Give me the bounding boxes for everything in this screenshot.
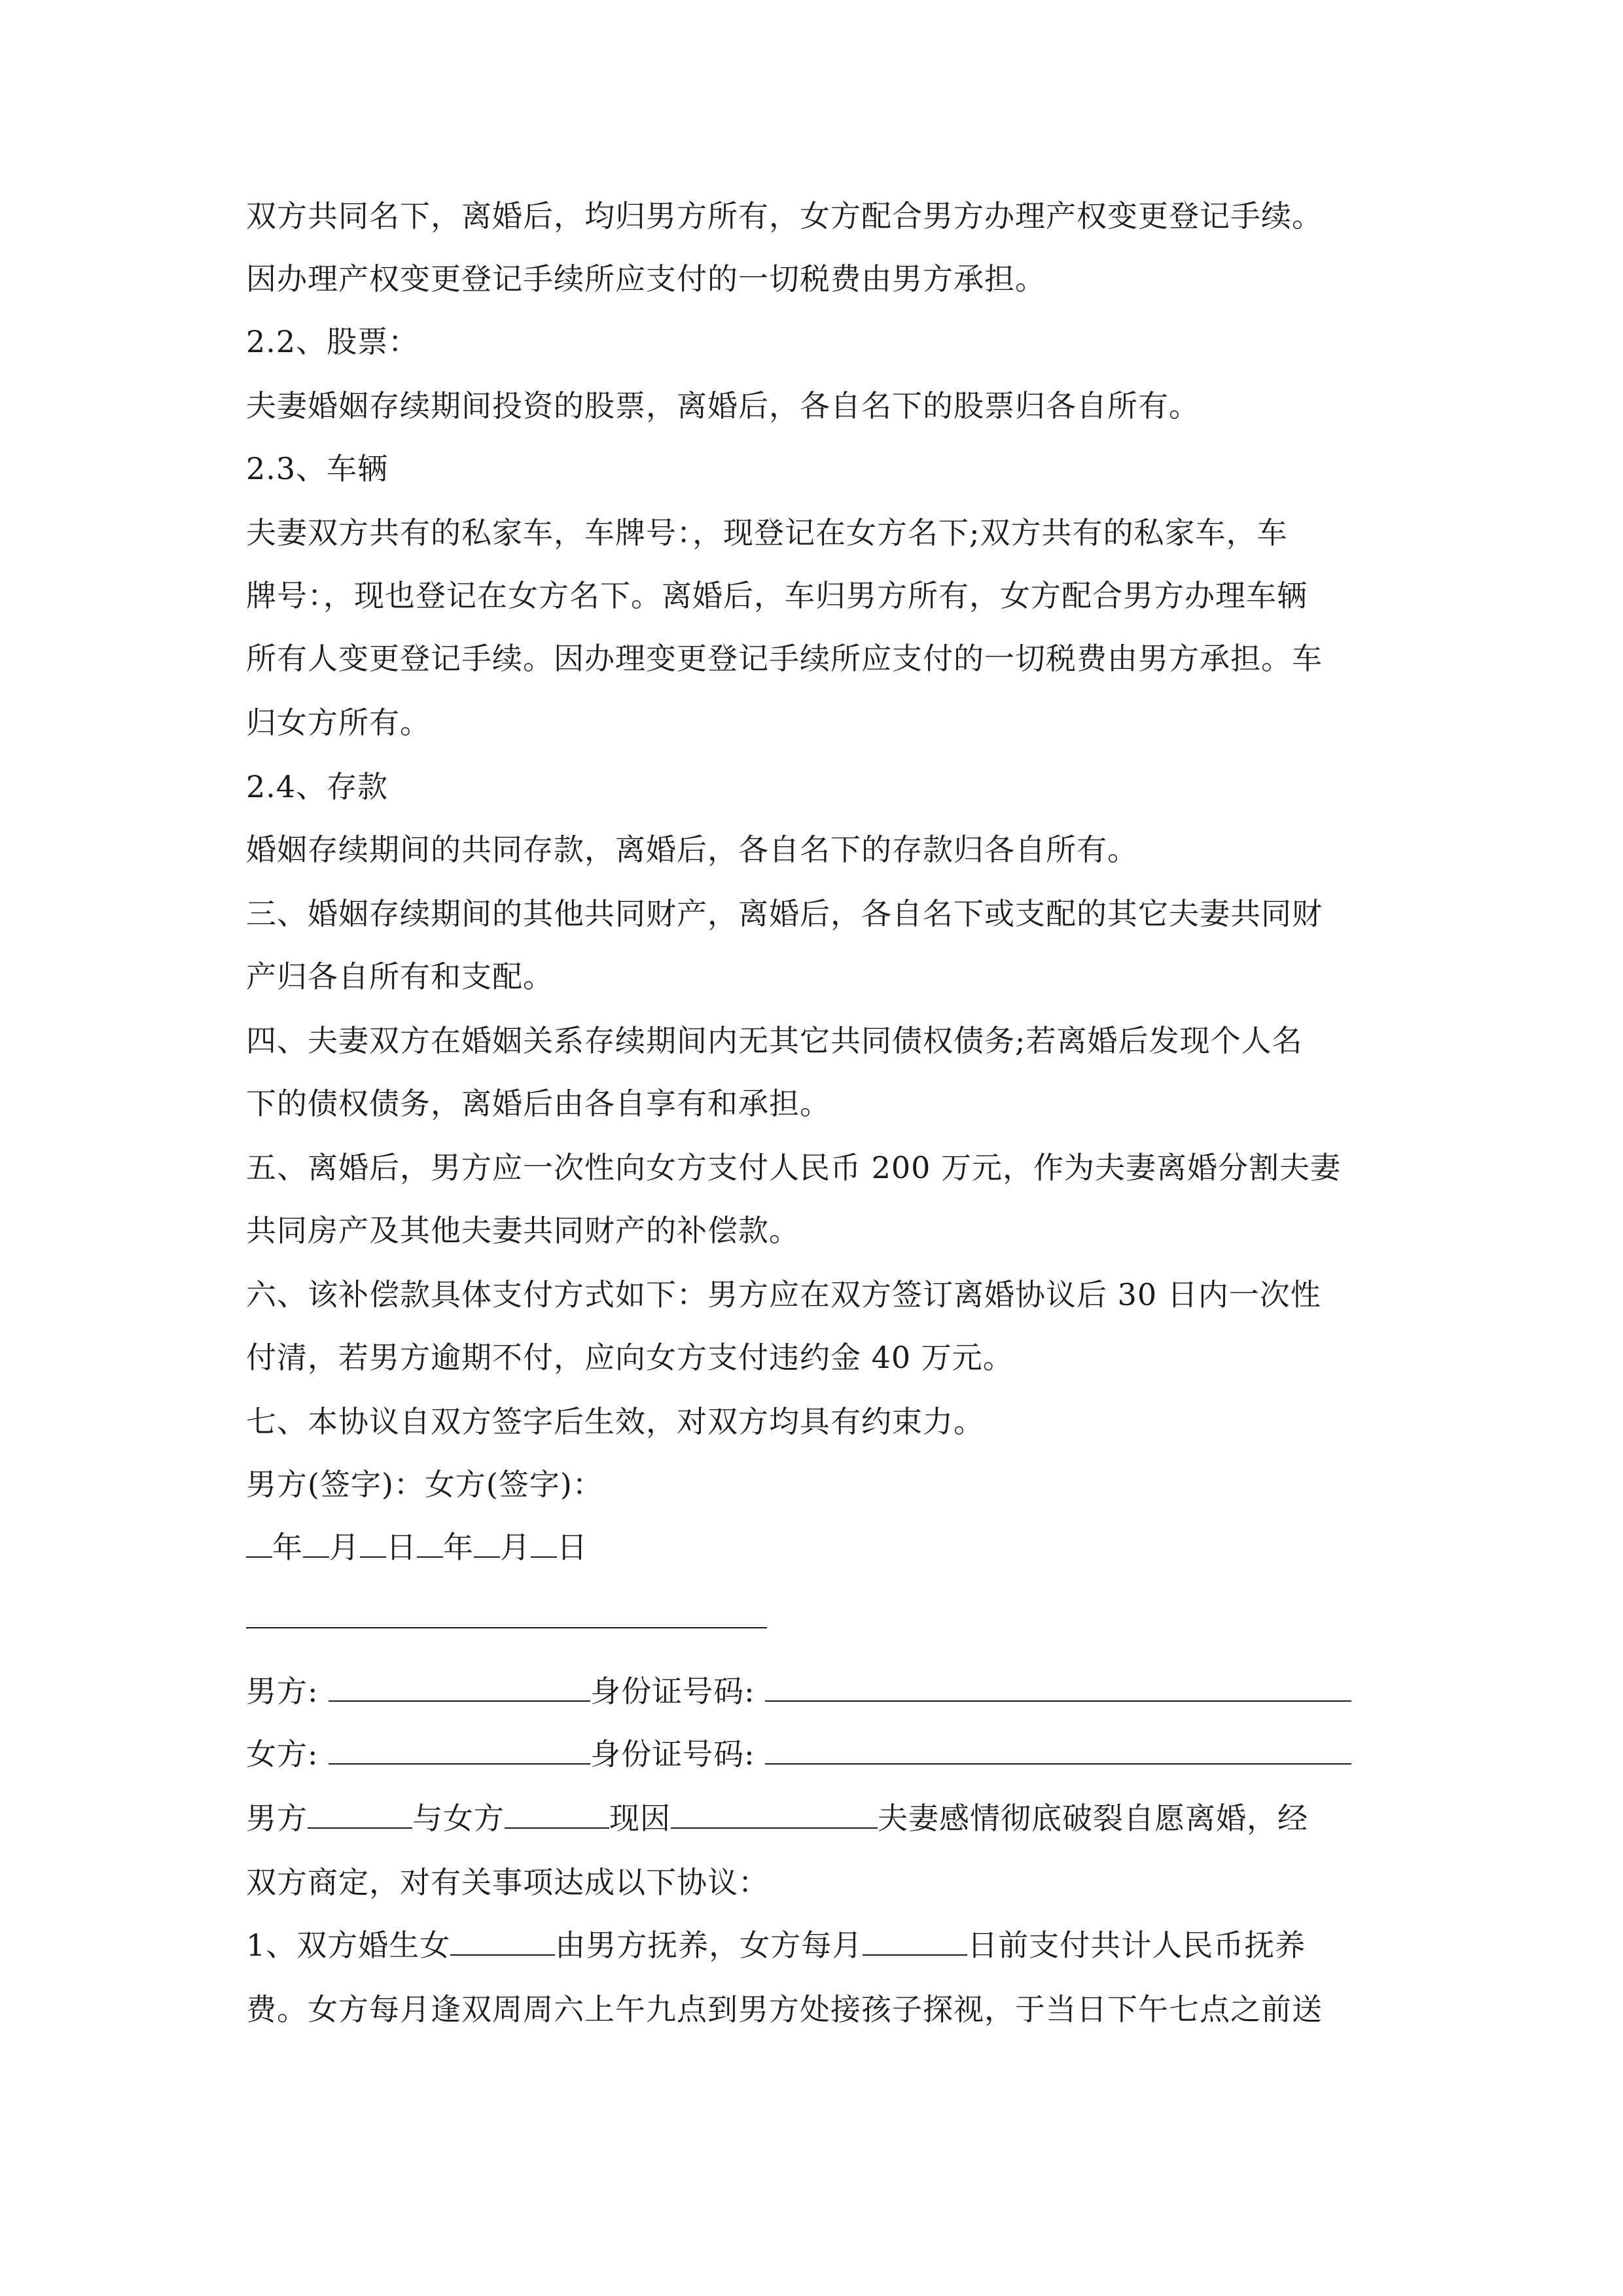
text-line: 牌号：，现也登记在女方名下。离婚后，车归男方所有，女方配合男方办理车辆: [246, 578, 1308, 613]
text-line: 因办理产权变更登记手续所应支付的一切税费由男方承担。: [246, 261, 1046, 296]
section-heading-stocks: 2.2、股票：: [246, 324, 419, 359]
date-day-label: 日: [557, 1530, 588, 1565]
intro-reason-label: 现因: [609, 1801, 671, 1836]
text-line: 费。女方每月逢双周周六上午九点到男方处接孩子探视，于当日下午七点之前送: [246, 1992, 1323, 2027]
date-day-label: 日: [386, 1530, 417, 1565]
clause-four: 四、夫妻双方在婚姻关系存续期间内无其它共同债权债务;若离婚后发现个人名: [246, 1023, 1303, 1058]
female-id-row: [246, 1734, 1351, 1774]
date-year-label: 年: [272, 1530, 303, 1565]
male-name-field[interactable]: [329, 1672, 590, 1702]
text-line: 双方共同名下，离婚后，均归男方所有，女方配合男方办理产权变更登记手续。: [246, 198, 1323, 234]
text-line: 归女方所有。: [246, 705, 431, 740]
section-heading-deposits: 2.4、存款: [246, 769, 389, 804]
text-line: 下的债权债务，离婚后由各自享有和承担。: [246, 1086, 830, 1121]
date-month-label: 月: [329, 1530, 360, 1565]
text-line: 夫妻婚姻存续期间投资的股票，离婚后，各自名下的股票归各自所有。: [246, 388, 1200, 423]
male-id-field[interactable]: [765, 1672, 1351, 1702]
intro-male-label: 男方: [246, 1801, 308, 1836]
date-blank[interactable]: [531, 1528, 557, 1558]
date-year-label: 年: [443, 1530, 474, 1565]
intro-reason-field[interactable]: [671, 1799, 878, 1829]
clause-one-b: 由男方抚养，女方每月: [555, 1928, 863, 1963]
text-line: 付清，若男方逾期不付，应向女方支付违约金 40 万元。: [246, 1340, 1014, 1375]
female-label: 女方:: [246, 1736, 319, 1772]
text-line: 共同房产及其他夫妻共同财产的补偿款。: [246, 1213, 800, 1248]
intro-line: [246, 1799, 1308, 1838]
signature-line: 男方(签字)：女方(签字)：: [246, 1467, 603, 1502]
text-line: 夫妻双方共有的私家车，车牌号：，现登记在女方名下;双方共有的私家车，车: [246, 515, 1288, 550]
female-id-field[interactable]: [765, 1734, 1351, 1765]
text-line: 婚姻存续期间的共同存款，离婚后，各自名下的存款归各自所有。: [246, 832, 1138, 867]
male-id-row: [246, 1672, 1351, 1711]
clause-seven: 七、本协议自双方签字后生效，对双方均具有约束力。: [246, 1404, 984, 1439]
intro-line-2: 双方商定，对有关事项达成以下协议：: [246, 1865, 769, 1900]
date-blank[interactable]: [474, 1528, 500, 1558]
clause-six: 六、该补偿款具体支付方式如下：男方应在双方签订离婚协议后 30 日内一次性: [246, 1277, 1321, 1312]
date-blank[interactable]: [246, 1528, 272, 1558]
female-name-field[interactable]: [329, 1734, 590, 1765]
intro-male-field[interactable]: [308, 1799, 412, 1829]
clause-one-a: 1、双方婚生女: [246, 1928, 451, 1963]
clause-five: 五、离婚后，男方应一次性向女方支付人民币 200 万元，作为夫妻离婚分割夫妻: [246, 1150, 1342, 1185]
intro-female-label: 与女方: [412, 1801, 505, 1836]
clause-three: 三、婚姻存续期间的其他共同财产，离婚后，各自名下或支配的其它夫妻共同财: [246, 896, 1323, 931]
intro-rest: 夫妻感情彻底破裂自愿离婚，经: [878, 1801, 1308, 1836]
male-id-label: 身份证号码:: [590, 1674, 755, 1709]
date-blank[interactable]: [303, 1528, 329, 1558]
clause-one-c: 日前支付共计人民币抚养: [967, 1928, 1306, 1963]
male-label: 男方:: [246, 1674, 319, 1709]
text-line: 产归各自所有和支配。: [246, 959, 554, 994]
clause-one: [246, 1926, 1306, 1965]
separator-rule: [246, 1627, 767, 1628]
payment-day-field[interactable]: [863, 1926, 967, 1956]
section-heading-vehicles: 2.3、车辆: [246, 451, 389, 486]
date-line: [246, 1528, 588, 1567]
intro-female-field[interactable]: [505, 1799, 609, 1829]
date-blank[interactable]: [360, 1528, 386, 1558]
text-line: 所有人变更登记手续。因办理变更登记手续所应支付的一切税费由男方承担。车: [246, 641, 1323, 676]
female-id-label: 身份证号码:: [590, 1736, 755, 1772]
child-name-field[interactable]: [450, 1926, 555, 1956]
date-month-label: 月: [500, 1530, 531, 1565]
date-blank[interactable]: [417, 1528, 443, 1558]
